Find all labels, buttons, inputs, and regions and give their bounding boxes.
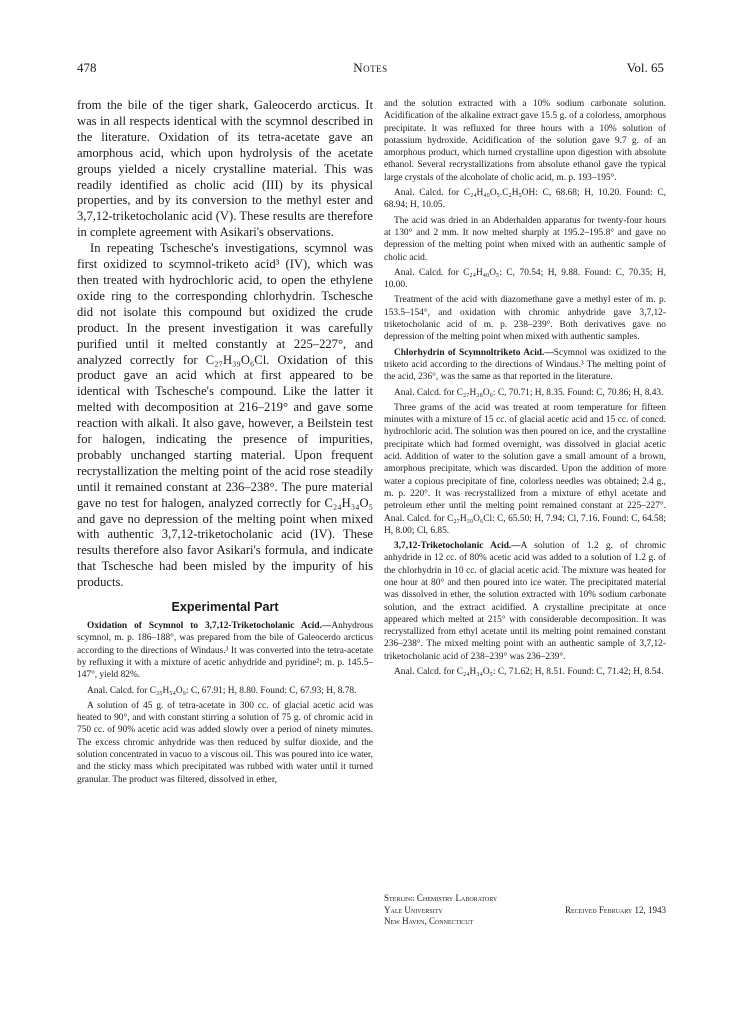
subsection-heading: Oxidation of Scymnol to 3,7,12-Triketocholanic Acid.— [87, 621, 332, 632]
analysis-line: Anal. Calcd. for C₃₅H₅₄O₉: C, 67.91; H, 8.80. Found: C, 67.93; H, 8.78. [87, 685, 357, 696]
paragraph: from the bile of the tiger shark, Galeocerdo arcticus. It was in all respects identical with the scymnol described in the literature. Oxidation of its tetra-acetate gave an amorphous acid, which upon hydrolysis of the acetate groups yielded a nicely crystalline material. This was readily identified as cholic acid (III) by its physical properties, and by its conversion to the methyl ester and 3,7,12-triketocholanic acid (V). These results are therefore in complete agreement with Asikari's observations. [77, 98, 373, 240]
left-column [77, 98, 373, 789]
paragraph: The acid was dried in an Abderhalden apparatus for twenty-four hours at 130° and 2 mm. It now melted sharply at 195.2–195.8° and gave no depression of the melting point when mixed with an authentic sample of cholic acid. [384, 215, 666, 263]
received-date: Received February 12, 1943 [564, 904, 666, 915]
analysis-line: Anal. Calcd. for C₂₇H₃₈O₆: C, 70.71; H, 8.35. Found: C, 70.86; H, 8.43. [394, 387, 664, 398]
volume-label: Vol. 65 [626, 60, 664, 75]
affiliation-block [384, 893, 666, 928]
paragraph: and the solution extracted with a 10% sodium carbonate solution. Acidification of the alkaline extract gave 15.5 g. of a colorless, amorphous precipitate. It was refluxed for three hours with a 10% solution of potassium hydroxide. Acidification of the solution gave 9.7 g. of an amorphous product, which turned crystalline upon digestion with absolute ethanol. Several recrystallizations from absolute ethanol gave the typical large crystals of the alcoholate of cholic acid, m. p. 193–195°. [384, 99, 666, 183]
page-header [77, 60, 664, 80]
paragraph-text: Anhydrous scymnol, m. p. 186–188°, was prepared from the bile of Galeocerdo arcticus according to the directions of Windaus.³ It was converted into the tetra-acetate by refluxing it with a mixture of acetic anhydride and pyridine²; m. p. 145.5–147°, yield 82%. [77, 621, 373, 681]
lab-name: Sterling Chemistry Laboratory [384, 893, 498, 903]
experimental-paragraph [384, 347, 666, 384]
paragraph: In repeating Tschesche's investigations, scymnol was first oxidized to scymnol-triketo acid³ (IV), which was then treated with hydrochloric acid, to open the ethylene oxide ring to the corresponding chlorhydrin. Tschesche did not isolate this compound but oxidized the crude product. In the present investigation it was carefully purified until it melted constantly at 225–227°, and analyzed correctly for C₂₇H₃₉O₆Cl. Oxidation of this product gave an acid which at first appeared to be identical with Tschesche's compound. Like the latter it melted with decomposition at 216–219° and gave some reaction with alkali. It also gave, however, a Beilstein test for halogen, indicating the presence of impurities, probably unchanged starting material. Upon frequent recrystallization the melting point of the acid rose steadily until it remained constant at 236–238°. The pure material gave no test for halogen, analyzed correctly for C₂₄H₃₄O₅ and gave no depression of the melting point when mixed with authentic 3,7,12-triketocholanic acid (IV). These results therefore also favor Asikari's formula, and indicate that Tschesche had been misled by the impurity of his products. [77, 241, 373, 590]
experimental-paragraph [77, 620, 373, 681]
analysis-line: Anal. Calcd. for C₂₄H₄₀O₅: C, 70.54; H, 9.88. Found: C, 70.35; H, 10.00. [384, 267, 666, 291]
city-name: New Haven, Connecticut [384, 916, 474, 926]
university-name: Yale University [384, 904, 443, 915]
experimental-paragraph [384, 540, 666, 663]
subsection-heading: Chlorhydrin of Scymnoltriketo Acid.— [394, 347, 554, 358]
subsection-heading: 3,7,12-Triketocholanic Acid.— [394, 541, 521, 552]
paragraph-text: A solution of 1.2 g. of chromic anhydride in 12 cc. of 80% acetic acid was added to a solution of 1.2 g. of the chlorhydrin in 10 cc. of glacial acetic acid. The mixture was heated for one hour at 80° and then poured into ice water. The precipitated material was dissolved in ether, the solution extracted with 10% sodium carbonate solution, and the extract acidified. A crystalline precipitate at once appeared which melted at 215° with considerable decomposition. It was recrystallized from ethyl acetate until its melting point remained constant 236–238°. The mixed melting point with an authentic sample of 3,7,12-triketocholanic acid of 238–239° was 236–239°. [384, 541, 666, 662]
university-row [384, 905, 666, 917]
page-number: 478 [77, 60, 97, 75]
experimental-heading: Experimental Part [171, 600, 279, 615]
paragraph-text: Scymnol was oxidized to the triketo acid according to the directions of Windaus.³ The melting point of the acid, 236°, was the same as that reported in the literature. [384, 347, 666, 383]
analysis-line: Anal. Calcd. for C₂₄H₃₄O₅: C, 71.62; H, 8.51. Found: C, 71.42; H, 8.54. [394, 667, 664, 678]
experimental-paragraph: A solution of 45 g. of tetra-acetate in 300 cc. of glacial acetic acid was heated to 90°, and with constant stirring a solution of 75 g. of chromic acid in 750 cc. of 90% acetic acid was added slowly over a period of ninety minutes. The excess chromic anhydride was then reduced by sulfur dioxide, and the solution concentrated in vacuo to a viscous oil. This was poured into ice water, and the sticky mass which precipitated was rubbed with water until it turned granular. The product was filtered, dissolved in ether, [77, 700, 373, 785]
analysis-line: Anal. Calcd. for C₂₄H₄₀O₅.C₂H₅OH: C, 68.68; H, 10.20. Found: C, 68.94; H, 10.05. [384, 188, 666, 211]
section-title: Notes [353, 60, 388, 75]
right-column [384, 98, 666, 681]
paragraph: Treatment of the acid with diazomethane gave a methyl ester of m. p. 153.5–154°, and oxidation with chromic anhydride gave 3,7,12-triketocholanic acid of m. p. 238–239°. Both derivatives gave no depression of the melting point when mixed with authentic samples. [384, 295, 666, 343]
paragraph: Three grams of the acid was treated at room temperature for fifteen minutes with a mixture of 15 cc. of glacial acetic acid and 15 cc. of concd. hydrochloric acid. The solution was then poured on ice, and the crystalline precipitate which had formed overnight, was dissolved in glacial acetic acid. Addition of water to the solution gave a small amount of a brown, amorphous precipitate, which was discarded. Upon the addition of more water a copious precipitate of fine, colorless needles was obtained; 2.4 g., m. p. 220°. It was recrystallized from a mixture of ethyl acetate and petroleum ether until the melting point remained constant at 225–227°. Anal. Calcd. for C₂₇H₃₉O₆Cl: C, 65.50; H, 7.94; Cl, 7.16. Found: C, 64.58; H, 8.00; Cl, 6.85. [384, 402, 666, 536]
